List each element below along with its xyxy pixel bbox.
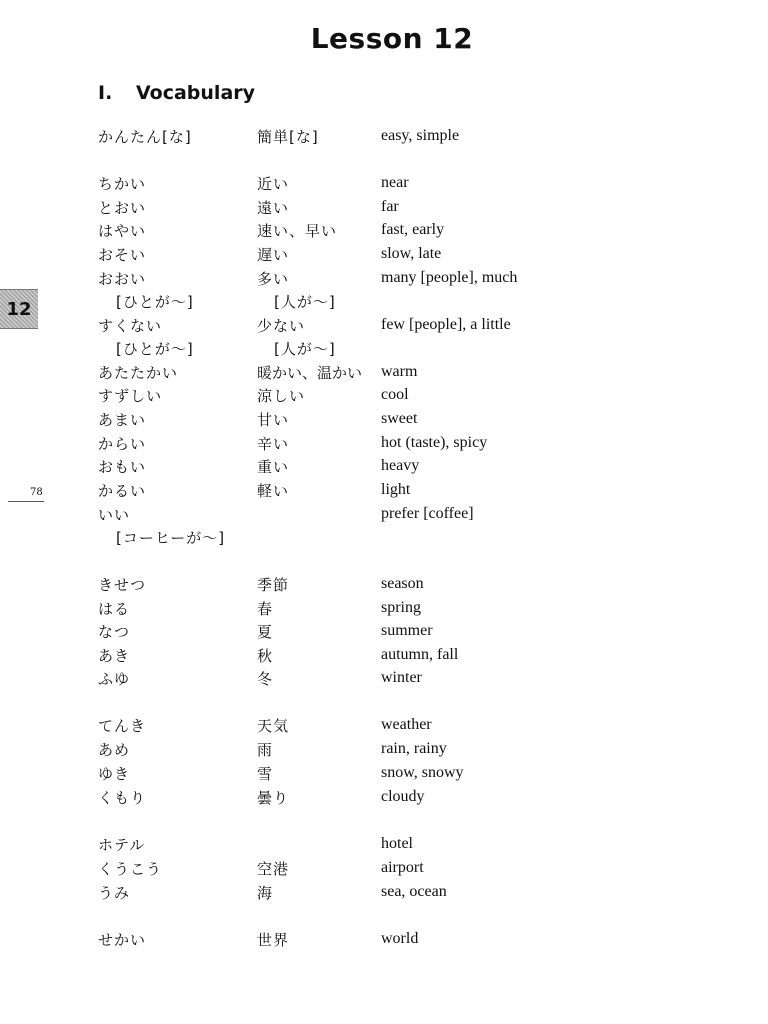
- vocab-kanji-usage: [人が〜]: [274, 340, 336, 358]
- vocab-entry: [0, 338, 768, 360]
- vocab-kanji: 辛い: [257, 435, 290, 453]
- vocab-kanji: 雪: [257, 765, 274, 783]
- vocab-kana: かるい: [98, 482, 147, 500]
- vocab-kanji: 雨: [257, 741, 274, 759]
- vocab-kanji: 曇り: [257, 789, 290, 807]
- vocab-english: sea, ocean: [381, 883, 447, 900]
- vocab-kana: すくない: [98, 317, 163, 335]
- vocab-english: prefer [coffee]: [381, 505, 474, 522]
- vocab-english: summer: [381, 622, 433, 639]
- vocab-english: hot (taste), spicy: [381, 434, 488, 451]
- vocab-english: sweet: [381, 410, 418, 427]
- vocab-english: slow, late: [381, 245, 442, 262]
- vocab-entry: [0, 834, 768, 856]
- vocab-kanji: 空港: [257, 860, 290, 878]
- vocab-entry: [0, 858, 768, 880]
- vocab-kana: おおい: [98, 270, 147, 288]
- vocab-kana: きせつ: [98, 576, 147, 594]
- vocab-kana: うみ: [98, 884, 131, 902]
- lesson-title: Lesson 12: [310, 22, 474, 55]
- vocab-kanji: 近い: [257, 175, 290, 193]
- vocab-english: season: [381, 575, 424, 592]
- vocab-kana: かんたん[な]: [98, 128, 192, 146]
- vocab-kanji: 暖かい、温かい: [257, 364, 363, 382]
- vocab-english: spring: [381, 599, 421, 616]
- vocab-entry: [0, 645, 768, 667]
- vocab-entry: [0, 126, 768, 148]
- vocab-kana-usage: [コーヒーが〜]: [116, 529, 226, 547]
- vocab-kanji: 速い、早い: [257, 222, 338, 240]
- vocab-english: rain, rainy: [381, 740, 447, 757]
- vocab-entry: [0, 527, 768, 549]
- vocab-english: many [people], much: [381, 269, 518, 286]
- vocab-kanji: 少ない: [257, 317, 306, 335]
- vocab-kanji-usage: [人が〜]: [274, 293, 336, 311]
- vocab-kana: ふゆ: [98, 670, 131, 688]
- vocab-english: heavy: [381, 457, 420, 474]
- vocab-entry: [0, 456, 768, 478]
- vocab-entry: [0, 197, 768, 219]
- vocab-kana: とおい: [98, 199, 147, 217]
- vocab-kanji: 秋: [257, 647, 274, 665]
- vocab-english: easy, simple: [381, 127, 460, 144]
- vocab-kanji: 冬: [257, 670, 274, 688]
- vocab-english: weather: [381, 716, 432, 733]
- vocab-kana: からい: [98, 435, 147, 453]
- vocab-entry: [0, 362, 768, 384]
- vocab-kana: あたたかい: [98, 364, 179, 382]
- vocab-kana: はやい: [98, 222, 147, 240]
- vocab-kanji: 季節: [257, 576, 290, 594]
- vocab-english: near: [381, 174, 409, 191]
- vocab-english: few [people], a little: [381, 316, 511, 333]
- vocab-kanji: 軽い: [257, 482, 290, 500]
- vocab-kanji: 重い: [257, 458, 290, 476]
- vocab-entry: [0, 315, 768, 337]
- vocab-entry: [0, 409, 768, 431]
- vocab-kana: なつ: [98, 623, 131, 641]
- vocab-kana: あめ: [98, 741, 131, 759]
- vocab-entry: [0, 574, 768, 596]
- vocab-english: light: [381, 481, 411, 498]
- vocab-kana: せかい: [98, 931, 147, 949]
- vocab-kanji: 天気: [257, 717, 290, 735]
- vocab-kana-usage: [ひとが〜]: [116, 340, 194, 358]
- vocab-kanji: 涼しい: [257, 387, 306, 405]
- vocab-kana: いい: [98, 506, 131, 524]
- vocab-english: hotel: [381, 835, 413, 852]
- vocab-english: winter: [381, 669, 422, 686]
- vocab-kana: くもり: [98, 789, 147, 807]
- vocab-kanji: 多い: [257, 270, 290, 288]
- vocab-kana: あき: [98, 647, 131, 665]
- vocab-entry: [0, 173, 768, 195]
- vocab-kana: すずしい: [98, 387, 163, 405]
- vocab-english: fast, early: [381, 221, 445, 238]
- vocab-entry: [0, 433, 768, 455]
- vocab-kana: ちかい: [98, 175, 147, 193]
- vocab-entry: [0, 715, 768, 737]
- vocab-kana: おもい: [98, 458, 147, 476]
- vocab-kanji: 春: [257, 600, 274, 618]
- vocab-entry: [0, 480, 768, 502]
- vocab-entry: [0, 268, 768, 290]
- vocab-kana: ゆき: [98, 765, 131, 783]
- vocab-entry: [0, 598, 768, 620]
- vocab-kana: くうこう: [98, 860, 163, 878]
- section-number: I.: [98, 82, 113, 104]
- vocab-entry: [0, 763, 768, 785]
- vocab-entry: [0, 220, 768, 242]
- vocab-kana: てんき: [98, 717, 147, 735]
- vocab-kanji: 簡単[な]: [257, 128, 319, 146]
- vocab-entry: [0, 787, 768, 809]
- vocab-kana: ホテル: [98, 836, 146, 854]
- vocab-entry: [0, 668, 768, 690]
- section-title: Vocabulary: [136, 82, 256, 104]
- vocab-english: warm: [381, 363, 418, 380]
- vocab-entry: [0, 244, 768, 266]
- vocab-english: world: [381, 930, 419, 947]
- vocab-kanji: 海: [257, 884, 274, 902]
- vocab-entry: [0, 385, 768, 407]
- vocab-english: airport: [381, 859, 424, 876]
- vocab-kanji: 遅い: [257, 246, 290, 264]
- vocab-english: snow, snowy: [381, 764, 464, 781]
- vocab-kanji: 夏: [257, 623, 274, 641]
- page-number: 78: [30, 487, 43, 498]
- vocab-entry: [0, 504, 768, 526]
- vocab-kana: おそい: [98, 246, 147, 264]
- vocab-kanji: 甘い: [257, 411, 290, 429]
- section-heading: [98, 82, 255, 104]
- vocab-english: cool: [381, 386, 409, 403]
- vocab-entry: [0, 621, 768, 643]
- vocab-kanji: 世界: [257, 931, 290, 949]
- vocab-kana: はる: [98, 600, 131, 618]
- vocab-english: far: [381, 198, 399, 215]
- vocab-entry: [0, 882, 768, 904]
- vocab-english: cloudy: [381, 788, 425, 805]
- vocab-entry: [0, 739, 768, 761]
- vocab-kana: あまい: [98, 411, 147, 429]
- vocab-entry: [0, 929, 768, 951]
- vocab-english: autumn, fall: [381, 646, 459, 663]
- vocab-kanji: 遠い: [257, 199, 290, 217]
- vocab-entry: [0, 291, 768, 313]
- chapter-tab-number: 12: [6, 298, 32, 320]
- vocab-kana-usage: [ひとが〜]: [116, 293, 194, 311]
